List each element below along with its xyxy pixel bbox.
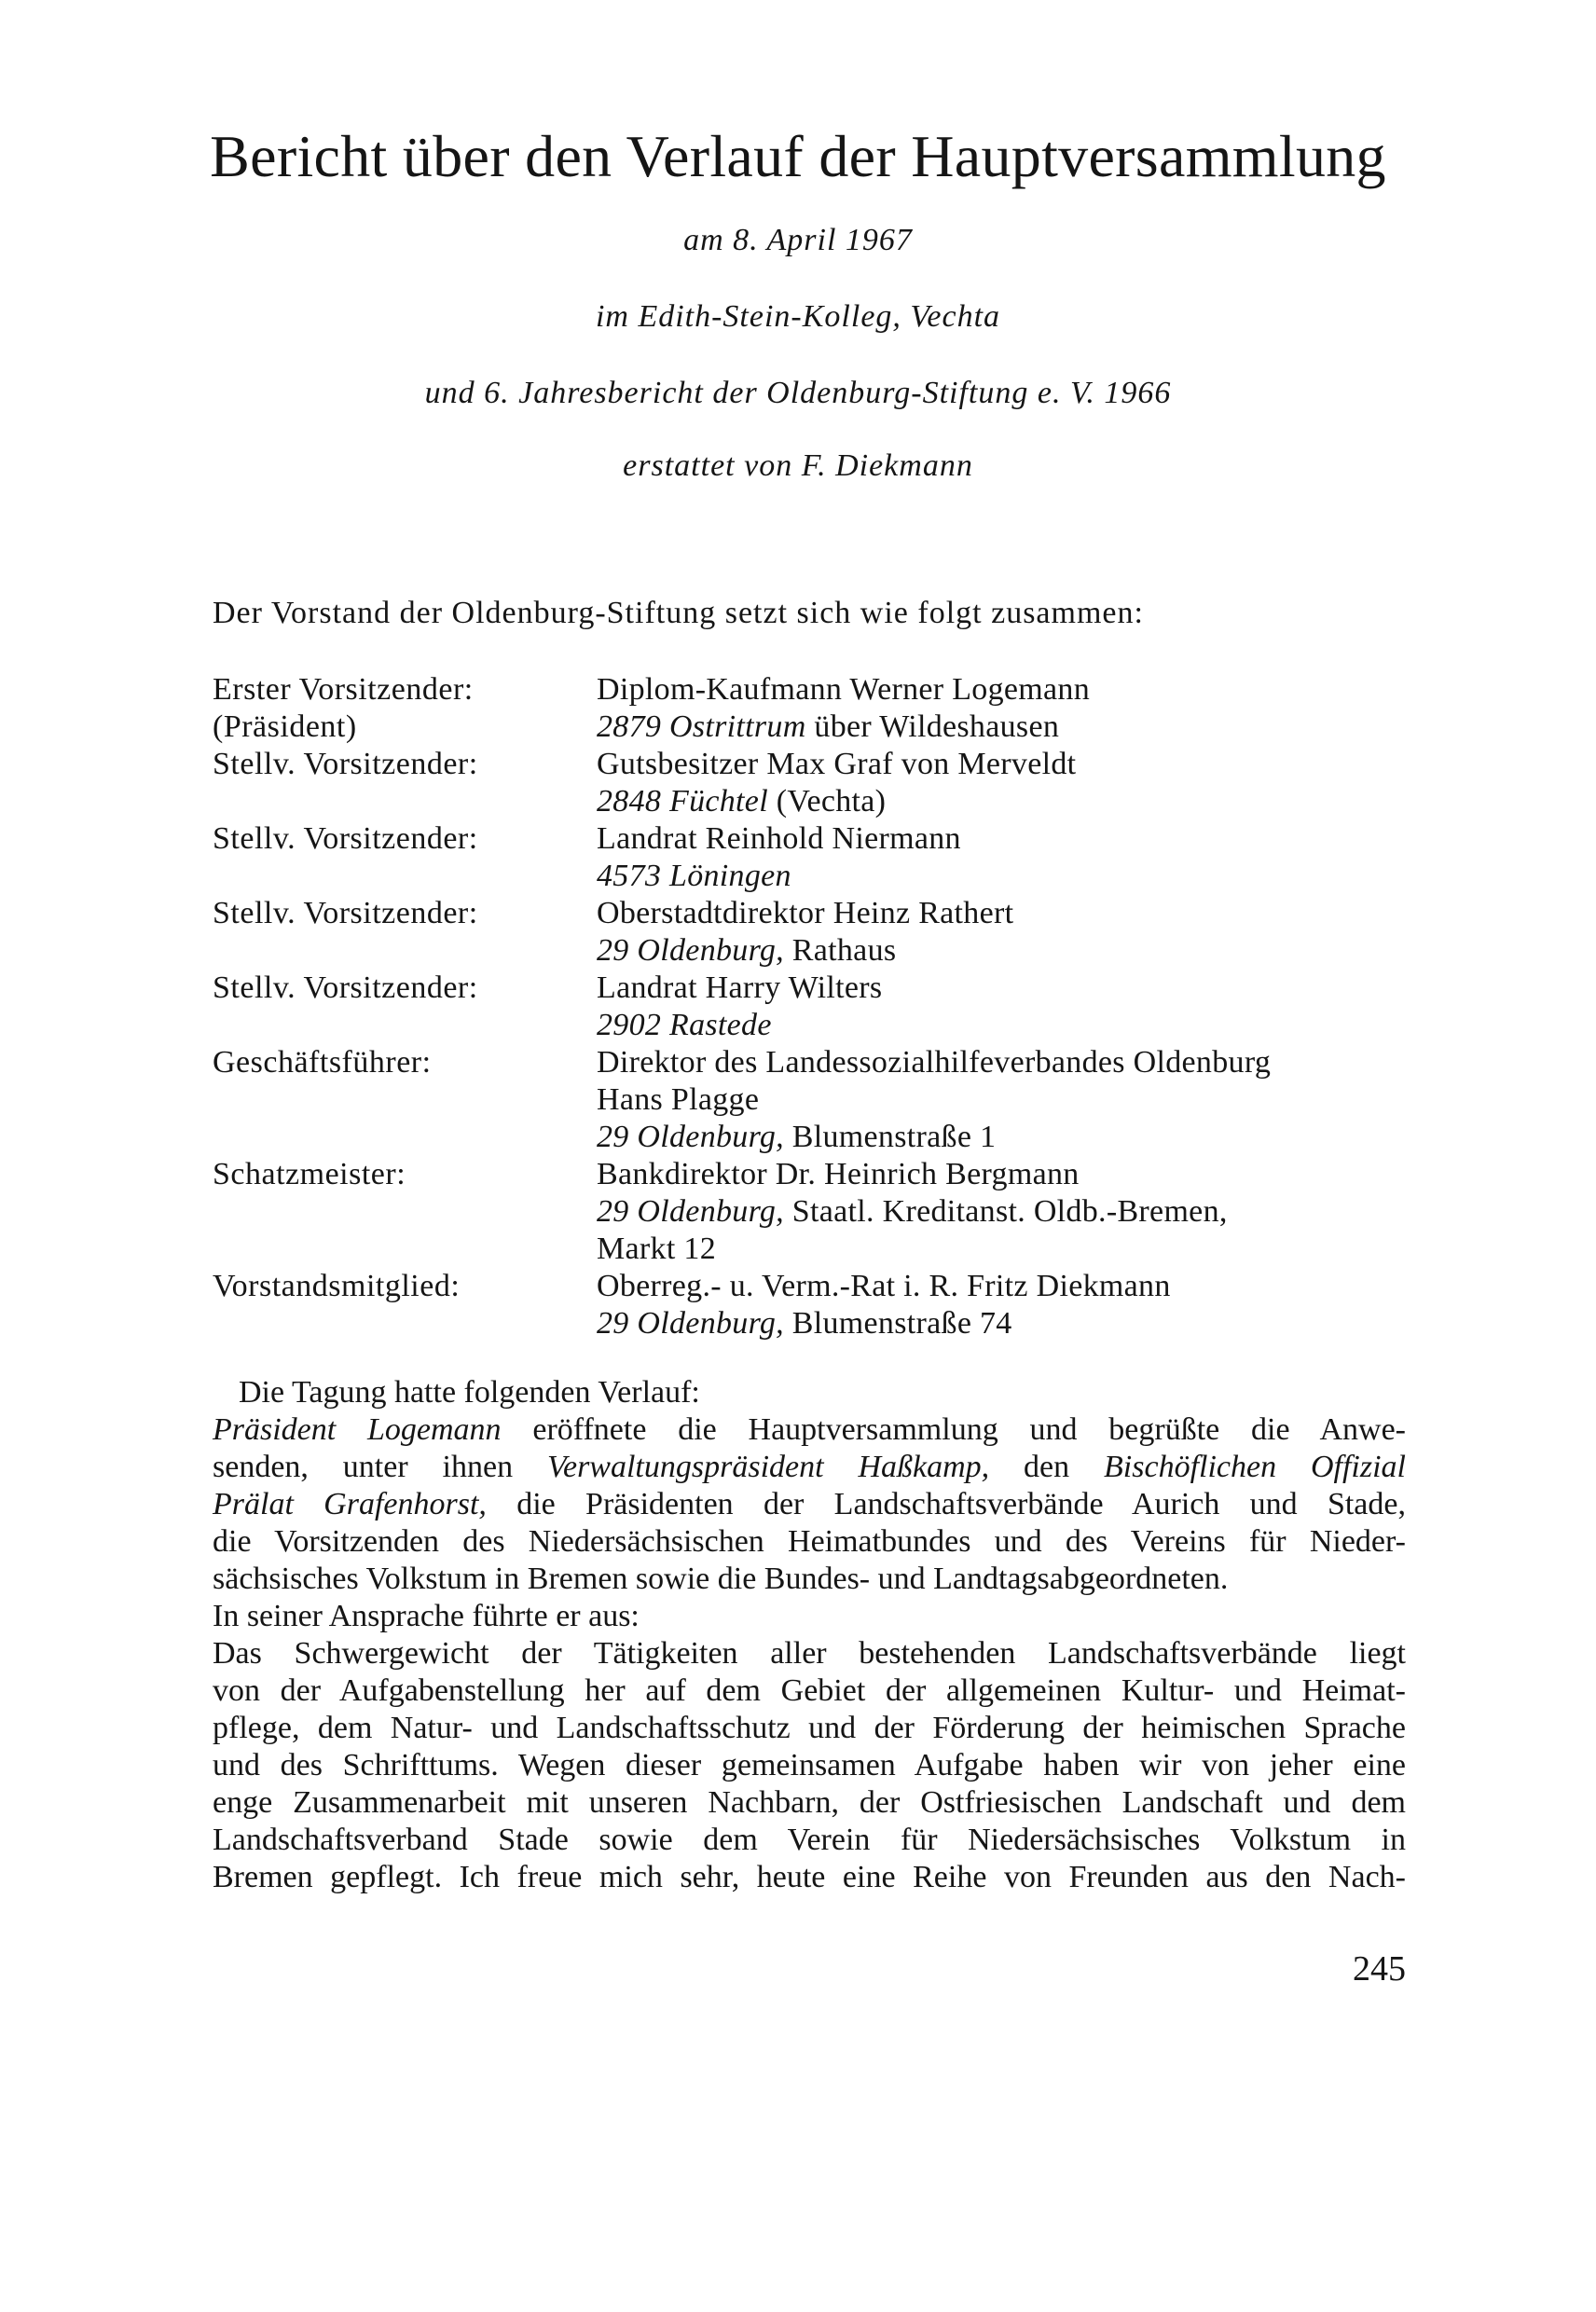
page-title: Bericht über den Verlauf der Hauptversammlung <box>210 123 1386 189</box>
board-member-row <box>213 1156 1424 1268</box>
plain-text: Blumenstraße 74 <box>783 1306 1012 1341</box>
board-member-details <box>597 671 1424 746</box>
board-role <box>213 820 597 895</box>
plain-text: über Wildeshausen <box>805 709 1060 744</box>
board-member-details <box>597 746 1424 820</box>
board-detail-line <box>597 1193 1424 1231</box>
board-role-line: Stellv. Vorsitzender: <box>213 747 478 781</box>
italic-text: Bischöflichen Offizial <box>1104 1450 1406 1484</box>
plain-text: den <box>989 1450 1105 1484</box>
board-role-line: Schatzmeister: <box>213 1157 406 1191</box>
board-detail-line <box>597 932 1424 970</box>
board-member-row <box>213 970 1424 1044</box>
plain-text: Gutsbesitzer Max Graf von Merveldt <box>597 747 1077 781</box>
board-member-details <box>597 1268 1424 1342</box>
italic-text: 29 Oldenburg, <box>597 1306 784 1341</box>
italic-text: Verwaltungspräsident Haßkamp, <box>546 1450 990 1484</box>
plain-text: senden, unter ihnen <box>213 1450 547 1484</box>
plain-text: Markt 12 <box>597 1232 716 1266</box>
board-detail-line <box>597 858 1424 895</box>
paragraph: In seiner Ansprache führte er aus: <box>213 1599 640 1633</box>
report-author: erstattet von F. Diekmann <box>623 448 973 483</box>
meeting-place: im Edith-Stein-Kolleg, Vechta <box>595 299 1001 334</box>
plain-text: Landrat Reinhold Niermann <box>597 821 961 856</box>
board-role <box>213 1156 597 1268</box>
plain-text: die Vorsitzenden des Niedersächsischen Heimatbundes und des Vereins für Nieder- <box>213 1524 1406 1559</box>
body-text <box>213 1374 1406 1896</box>
plain-text: eröffnete die Hauptversammlung und begrüßte die Anwe- <box>501 1412 1406 1447</box>
board-member-row <box>213 820 1424 895</box>
paragraph-line: Bremen gepflegt. Ich freue mich sehr, heute eine Reihe von Freunden aus den Nach- <box>213 1860 1406 1894</box>
board-role <box>213 970 597 1044</box>
board-detail-line <box>597 1044 1424 1081</box>
paragraph: Die Tagung hatte folgenden Verlauf: <box>239 1375 700 1410</box>
board-role-line: Stellv. Vorsitzender: <box>213 896 478 930</box>
italic-text: Prälat Grafenhorst, <box>213 1487 487 1521</box>
board-member-row <box>213 1044 1424 1156</box>
plain-text: Oberreg.- u. Verm.-Rat i. R. Fritz Diekmann <box>597 1269 1171 1303</box>
plain-text: (Vechta) <box>767 784 887 819</box>
report-subtitle: und 6. Jahresbericht der Oldenburg-Stiftung e. V. 1966 <box>424 376 1172 410</box>
board-detail-line <box>597 746 1424 783</box>
plain-text: die Präsidenten der Landschaftsverbände Aurich und Stade, <box>486 1487 1406 1521</box>
board-role-line: Geschäftsführer: <box>213 1045 432 1080</box>
board-detail-line <box>597 1007 1424 1044</box>
board-detail-line <box>597 895 1424 932</box>
plain-text: Blumenstraße 1 <box>783 1120 997 1154</box>
italic-text: 2902 Rastede <box>597 1008 772 1042</box>
plain-text: Direktor des Landessozialhilfeverbandes Oldenburg <box>597 1045 1272 1080</box>
board-role-line: Erster Vorsitzender: <box>213 672 474 707</box>
board-member-details <box>597 970 1424 1044</box>
board-member-details <box>597 1156 1424 1268</box>
paragraph <box>213 1411 1406 1598</box>
plain-text: Bankdirektor Dr. Heinrich Bergmann <box>597 1157 1080 1191</box>
paragraph-line <box>213 1449 1406 1486</box>
board-detail-line <box>597 671 1424 709</box>
paragraph-line: Das Schwergewicht der Tätigkeiten aller bestehenden Landschaftsverbände liegt <box>213 1636 1406 1671</box>
board-detail-line <box>597 1119 1424 1156</box>
italic-text: 4573 Löningen <box>597 859 791 893</box>
plain-text: Diplom-Kaufmann Werner Logemann <box>597 672 1090 707</box>
italic-text: 29 Oldenburg, <box>597 1194 784 1229</box>
italic-text: 2879 Ostrittrum <box>597 709 806 744</box>
board-role-line: Stellv. Vorsitzender: <box>213 821 478 856</box>
paragraph-line: Landschaftsverband Stade sowie dem Verein für Niedersächsisches Volkstum in <box>213 1823 1406 1857</box>
plain-text: Landrat Harry Wilters <box>597 970 883 1005</box>
paragraph-line <box>213 1523 1406 1561</box>
board-role <box>213 746 597 820</box>
board-member-row <box>213 746 1424 820</box>
paragraph-line: pflege, dem Natur- und Landschaftsschutz und der Förderung der heimischen Sprache <box>213 1711 1406 1745</box>
paragraph-line: enge Zusammenarbeit mit unseren Nachbarn, der Ostfriesischen Landschaft und dem <box>213 1785 1406 1820</box>
italic-text: 29 Oldenburg, <box>597 933 784 968</box>
paragraph <box>213 1635 1406 1896</box>
paragraph-line <box>213 1561 1406 1598</box>
board-member-row <box>213 1268 1424 1342</box>
board-detail-line <box>597 709 1424 746</box>
board-role <box>213 671 597 746</box>
board-role <box>213 1044 597 1156</box>
paragraph-line: und des Schrifttums. Wegen dieser gemeinsamen Aufgabe haben wir von jeher eine <box>213 1748 1406 1782</box>
board-intro: Der Vorstand der Oldenburg-Stiftung setzt sich wie folgt zusammen: <box>213 596 1144 630</box>
plain-text: Staatl. Kreditanst. Oldb.-Bremen, <box>783 1194 1228 1229</box>
board-detail-line <box>597 1081 1424 1119</box>
board-role-line: Vorstandsmitglied: <box>213 1269 461 1303</box>
board-role-line: Stellv. Vorsitzender: <box>213 970 478 1005</box>
board-detail-line <box>597 1305 1424 1342</box>
board-members-list <box>213 671 1424 1342</box>
board-role <box>213 895 597 970</box>
board-detail-line <box>597 1231 1424 1268</box>
board-member-details <box>597 820 1424 895</box>
board-detail-line <box>597 970 1424 1007</box>
board-detail-line <box>597 1156 1424 1193</box>
italic-text: 2848 Füchtel <box>597 784 768 819</box>
board-detail-line <box>597 820 1424 858</box>
paragraph-line <box>213 1411 1406 1449</box>
page-number: 245 <box>1353 1949 1406 1989</box>
board-role-line: (Präsident) <box>213 709 357 744</box>
board-detail-line <box>597 1268 1424 1305</box>
board-member-row <box>213 671 1424 746</box>
meeting-date: am 8. April 1967 <box>683 223 913 257</box>
paragraph-line <box>213 1486 1406 1523</box>
plain-text: sächsisches Volkstum in Bremen sowie die Bundes- und Landtagsabgeordneten. <box>213 1562 1229 1596</box>
board-detail-line <box>597 783 1424 820</box>
paragraph-line: von der Aufgabenstellung her auf dem Gebiet der allgemeinen Kultur- und Heimat- <box>213 1673 1406 1708</box>
plain-text: Rathaus <box>783 933 897 968</box>
italic-text: Präsident Logemann <box>213 1412 502 1447</box>
board-role <box>213 1268 597 1342</box>
plain-text: Oberstadtdirektor Heinz Rathert <box>597 896 1014 930</box>
plain-text: Hans Plagge <box>597 1082 760 1117</box>
board-member-row <box>213 895 1424 970</box>
board-member-details <box>597 895 1424 970</box>
italic-text: 29 Oldenburg, <box>597 1120 784 1154</box>
board-member-details <box>597 1044 1424 1156</box>
